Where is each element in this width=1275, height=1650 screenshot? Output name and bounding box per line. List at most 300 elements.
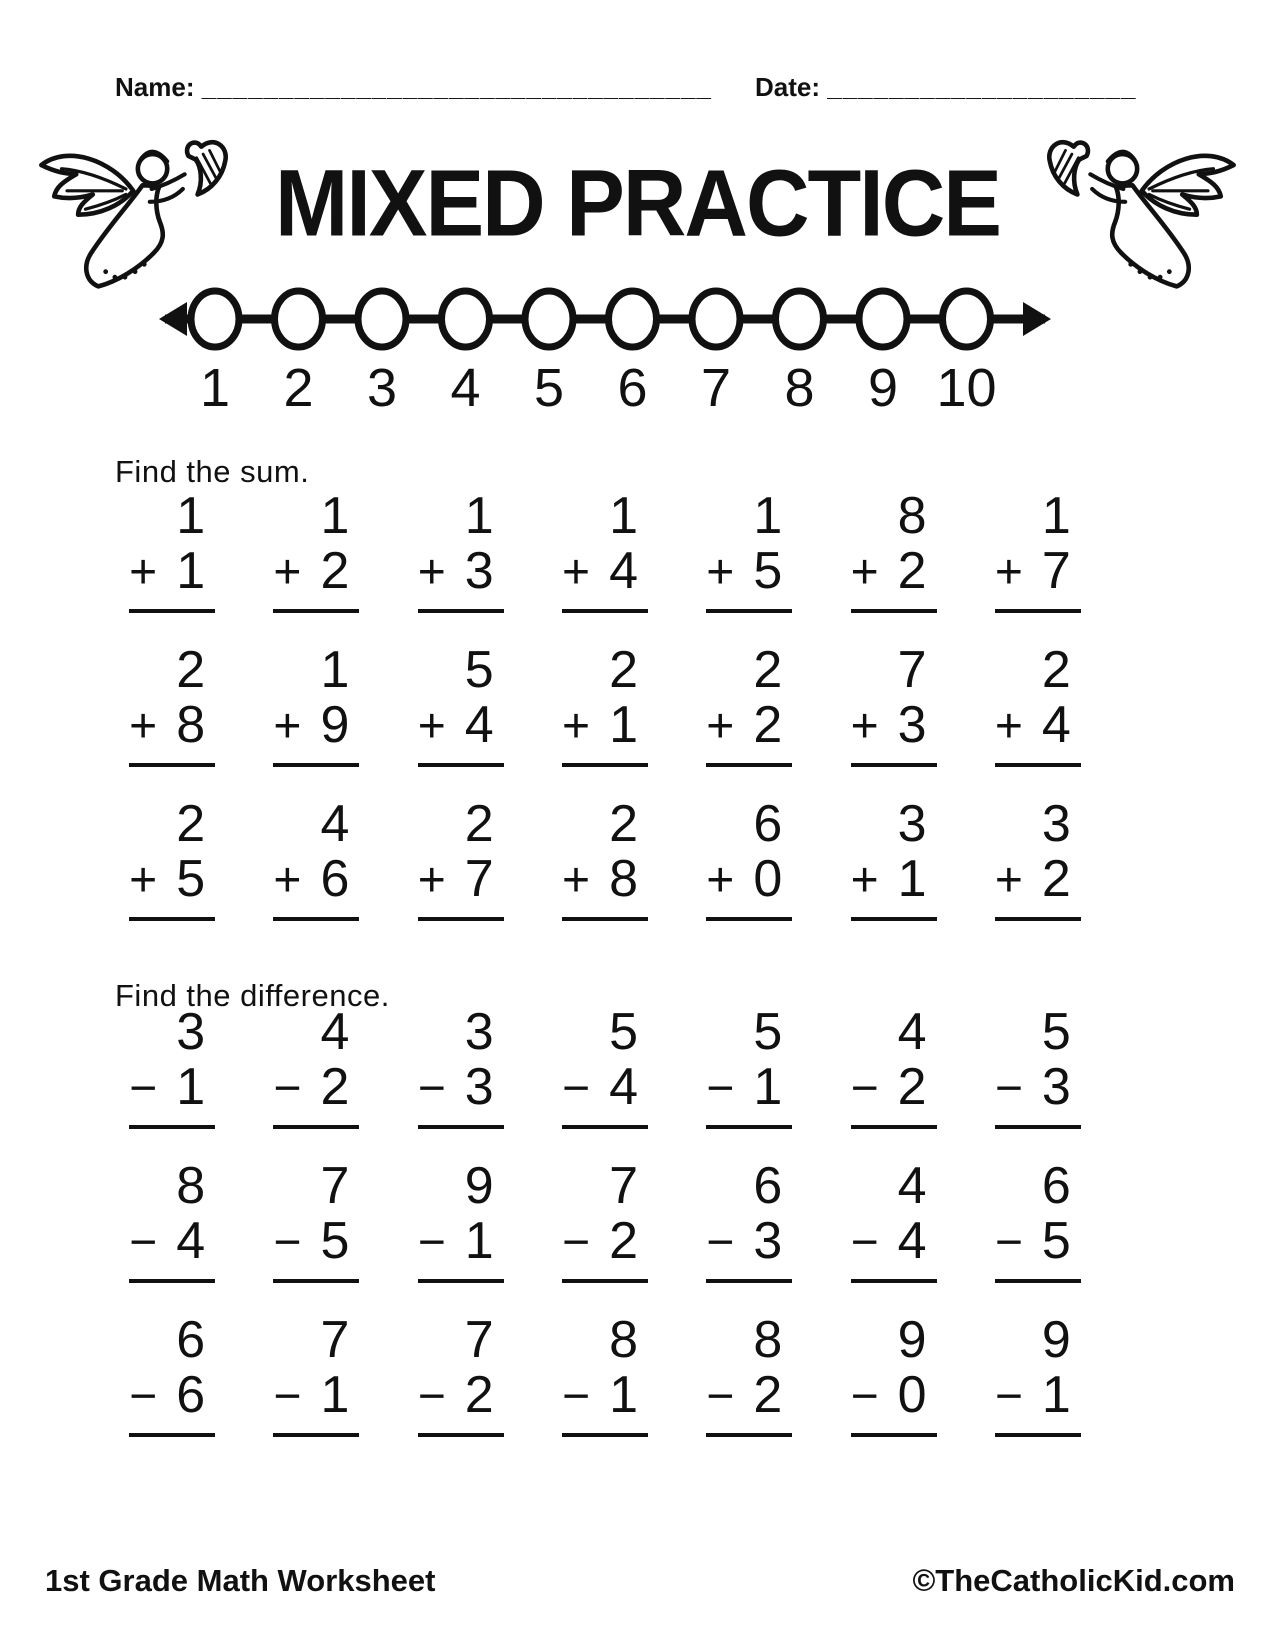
plus-sign: + [129, 854, 158, 907]
operator-row [706, 1212, 792, 1270]
top-operand: 1 [1041, 487, 1071, 545]
bottom-operand: 2 [897, 542, 927, 600]
operator-row [129, 696, 215, 754]
minus-sign: − [273, 1062, 302, 1115]
bottom-operand: 4 [609, 542, 638, 600]
problem-cell [389, 641, 533, 767]
plus-sign: + [273, 854, 302, 907]
operator-row [994, 1366, 1081, 1424]
operator-row [706, 850, 792, 908]
operator-row [561, 850, 648, 908]
answer-line[interactable] [273, 1279, 359, 1283]
problem-cell [533, 487, 677, 613]
problem-cell [533, 1003, 677, 1129]
answer-line[interactable] [562, 763, 648, 767]
minus-sign: − [850, 1370, 879, 1423]
operator-row [850, 1058, 937, 1116]
subtraction-problem [850, 1311, 937, 1437]
operator-row [994, 1058, 1081, 1116]
bottom-operand: 9 [320, 696, 350, 754]
bottom-operand: 5 [320, 1212, 350, 1270]
bottom-operand: 2 [464, 1366, 494, 1424]
answer-line[interactable] [129, 609, 215, 613]
bottom-operand: 1 [897, 850, 927, 908]
top-operand: 7 [320, 1311, 350, 1369]
bottom-operand: 0 [897, 1366, 927, 1424]
problem-cell [389, 1157, 533, 1283]
operator-row [850, 1212, 937, 1270]
operator-row [273, 696, 359, 754]
bottom-operand: 2 [753, 696, 783, 754]
top-operand: 5 [753, 1003, 783, 1061]
date-field [755, 72, 1136, 103]
plus-sign: + [994, 546, 1023, 599]
addition-problem [561, 641, 648, 767]
addition-problem [561, 487, 648, 613]
subtraction-problem [417, 1157, 504, 1283]
operator-row [129, 1212, 215, 1270]
top-operand: 2 [176, 641, 206, 699]
top-operand: 2 [753, 641, 783, 699]
top-operand: 5 [464, 641, 494, 699]
angel-harp-icon [1033, 132, 1245, 302]
answer-line[interactable] [851, 1433, 937, 1437]
subtraction-problem [129, 1311, 215, 1437]
bottom-operand: 2 [753, 1366, 783, 1424]
plus-sign: + [129, 546, 158, 599]
bottom-operand: 4 [176, 1212, 206, 1270]
minus-sign: − [129, 1216, 158, 1269]
addition-problem [273, 795, 359, 921]
top-operand: 7 [464, 1311, 494, 1369]
operator-row [129, 542, 215, 600]
addition-problem [417, 641, 504, 767]
bottom-operand: 3 [464, 1058, 494, 1116]
operator-row [561, 696, 648, 754]
answer-line[interactable] [706, 917, 792, 921]
angel-harp-icon [30, 132, 242, 302]
top-operand: 2 [609, 795, 638, 853]
top-operand: 4 [897, 1157, 927, 1215]
plus-sign: + [994, 854, 1023, 907]
operator-row [850, 850, 937, 908]
addition-problem [129, 795, 215, 921]
top-operand: 6 [753, 795, 783, 853]
minus-sign: − [273, 1370, 302, 1423]
date-label: Date: [755, 72, 821, 102]
plus-sign: + [561, 854, 591, 907]
problem-cell [244, 1311, 388, 1437]
name-input-line[interactable]: _________________________________ [201, 72, 712, 102]
operator-row [561, 1212, 648, 1270]
addition-problem [417, 795, 504, 921]
answer-line[interactable] [418, 763, 504, 767]
problem-cell [677, 1157, 821, 1283]
top-operand: 1 [320, 487, 350, 545]
operator-row [850, 542, 937, 600]
minus-sign: − [561, 1216, 591, 1269]
bottom-operand: 1 [176, 542, 206, 600]
problem-cell [244, 1157, 388, 1283]
plus-sign: + [417, 700, 446, 753]
number-line-labels [155, 359, 1055, 423]
top-operand: 7 [320, 1157, 350, 1215]
plus-sign: + [273, 546, 302, 599]
top-operand: 8 [609, 1311, 638, 1369]
operator-row [706, 696, 792, 754]
answer-line[interactable] [129, 1125, 215, 1129]
bottom-operand: 2 [609, 1212, 638, 1270]
operator-row [417, 696, 504, 754]
answer-line[interactable] [129, 917, 215, 921]
bottom-operand: 7 [464, 850, 494, 908]
plus-sign: + [561, 546, 591, 599]
bottom-operand: 5 [753, 542, 783, 600]
addition-problem [994, 487, 1081, 613]
number-line-label: 8 [784, 358, 815, 418]
answer-line[interactable] [273, 609, 359, 613]
operator-row [850, 1366, 937, 1424]
operator-row [273, 542, 359, 600]
addition-problem [850, 487, 937, 613]
answer-line[interactable] [562, 917, 648, 921]
problem-cell [821, 1157, 965, 1283]
plus-sign: + [417, 854, 446, 907]
answer-line[interactable] [418, 609, 504, 613]
addition-problem [994, 641, 1081, 767]
minus-sign: − [417, 1370, 446, 1423]
minus-sign: − [850, 1062, 879, 1115]
answer-line[interactable] [273, 1433, 359, 1437]
top-operand: 6 [176, 1311, 206, 1369]
subtraction-problem [850, 1157, 937, 1283]
problem-cell [244, 641, 388, 767]
bottom-operand: 1 [609, 1366, 638, 1424]
number-line-label: 5 [533, 358, 565, 418]
answer-line[interactable] [995, 1279, 1081, 1283]
bottom-operand: 7 [1041, 542, 1071, 600]
answer-line[interactable] [273, 1125, 359, 1129]
addition-problem [706, 795, 792, 921]
bottom-operand: 3 [897, 696, 927, 754]
number-line [155, 283, 1055, 423]
operator-row [706, 1058, 792, 1116]
number-line-label: 10 [936, 358, 997, 418]
number-line-label: 3 [366, 358, 398, 418]
problem-cell [244, 487, 388, 613]
top-operand: 9 [464, 1157, 494, 1215]
answer-line[interactable] [995, 1433, 1081, 1437]
operator-row [417, 542, 504, 600]
problem-cell [677, 795, 821, 921]
answer-line[interactable] [706, 1433, 792, 1437]
answer-line[interactable] [129, 763, 215, 767]
addition-problem [994, 795, 1081, 921]
plus-sign: + [850, 854, 879, 907]
bottom-operand: 8 [176, 696, 206, 754]
bottom-operand: 5 [176, 850, 206, 908]
problem-cell [389, 487, 533, 613]
operator-row [561, 542, 648, 600]
bottom-operand: 4 [1041, 696, 1071, 754]
top-operand: 9 [1041, 1311, 1071, 1369]
minus-sign: − [706, 1216, 735, 1269]
problem-cell [966, 1157, 1110, 1283]
operator-row [129, 1366, 215, 1424]
minus-sign: − [129, 1062, 158, 1115]
subtraction-problem [706, 1003, 792, 1129]
answer-line[interactable] [706, 1125, 792, 1129]
subtraction-problem [994, 1311, 1081, 1437]
answer-line[interactable] [995, 763, 1081, 767]
problem-cell [389, 795, 533, 921]
footer [45, 1563, 1235, 1599]
top-operand: 3 [464, 1003, 494, 1061]
bottom-operand: 6 [320, 850, 350, 908]
footer-copyright: ©TheCatholicKid.com [912, 1563, 1235, 1598]
problem-cell [100, 795, 244, 921]
subtraction-problem [994, 1003, 1081, 1129]
plus-sign: + [129, 700, 158, 753]
top-operand: 6 [753, 1157, 783, 1215]
minus-sign: − [706, 1062, 735, 1115]
subtraction-problem [706, 1311, 792, 1437]
top-operand: 2 [176, 795, 206, 853]
subtraction-problem [273, 1003, 359, 1129]
minus-sign: − [850, 1216, 879, 1269]
problem-cell [389, 1003, 533, 1129]
minus-sign: − [561, 1370, 591, 1423]
plus-sign: + [706, 546, 735, 599]
addition-problem [273, 487, 359, 613]
subtraction-problem [994, 1157, 1081, 1283]
problem-cell [966, 641, 1110, 767]
operator-row [417, 1366, 504, 1424]
answer-line[interactable] [418, 917, 504, 921]
bottom-operand: 6 [176, 1366, 206, 1424]
bottom-operand: 1 [464, 1212, 494, 1270]
answer-line[interactable] [851, 917, 937, 921]
operator-row [129, 1058, 215, 1116]
answer-line[interactable] [273, 917, 359, 921]
top-operand: 1 [753, 487, 783, 545]
bottom-operand: 3 [464, 542, 494, 600]
subtraction-problem [561, 1003, 648, 1129]
plus-sign: + [273, 700, 302, 753]
answer-line[interactable] [562, 1433, 648, 1437]
answer-line[interactable] [273, 763, 359, 767]
top-operand: 4 [320, 1003, 350, 1061]
difference-section-heading: Find the difference. [115, 977, 390, 1013]
bottom-operand: 2 [320, 542, 350, 600]
number-line-graphic [155, 283, 1055, 355]
number-line-label: 1 [199, 358, 231, 418]
operator-row [273, 1058, 359, 1116]
plus-sign: + [850, 700, 879, 753]
bottom-operand: 4 [464, 696, 494, 754]
problem-cell [966, 487, 1110, 613]
top-operand: 7 [897, 641, 927, 699]
problem-cell [244, 1003, 388, 1129]
answer-line[interactable] [706, 609, 792, 613]
plus-sign: + [706, 700, 735, 753]
top-operand: 1 [176, 487, 206, 545]
minus-sign: − [706, 1370, 735, 1423]
top-operand: 3 [1041, 795, 1071, 853]
top-operand: 5 [609, 1003, 638, 1061]
top-operand: 8 [897, 487, 927, 545]
answer-line[interactable] [706, 763, 792, 767]
top-operand: 1 [609, 487, 638, 545]
bottom-operand: 2 [320, 1058, 350, 1116]
top-operand: 2 [609, 641, 638, 699]
problem-cell [244, 795, 388, 921]
date-input-line[interactable]: ____________________ [827, 72, 1137, 102]
problem-cell [821, 1311, 965, 1437]
addition-problem [129, 487, 215, 613]
footer-worksheet-label: 1st Grade Math Worksheet [45, 1563, 436, 1598]
minus-sign: − [561, 1062, 591, 1115]
answer-line[interactable] [851, 1125, 937, 1129]
answer-line[interactable] [129, 1279, 215, 1283]
answer-line[interactable] [562, 1279, 648, 1283]
top-operand: 8 [176, 1157, 206, 1215]
problem-cell [677, 487, 821, 613]
plus-sign: + [850, 546, 879, 599]
top-operand: 3 [897, 795, 927, 853]
answer-line[interactable] [851, 609, 937, 613]
answer-line[interactable] [418, 1433, 504, 1437]
problem-cell [100, 641, 244, 767]
operator-row [417, 1212, 504, 1270]
subtraction-problem [561, 1311, 648, 1437]
bottom-operand: 1 [609, 696, 638, 754]
answer-line[interactable] [418, 1125, 504, 1129]
problem-cell [821, 795, 965, 921]
addition-problems-grid [100, 487, 1110, 921]
problem-cell [677, 1003, 821, 1129]
problem-cell [533, 641, 677, 767]
problem-cell [533, 795, 677, 921]
problem-cell [821, 1003, 965, 1129]
subtraction-problem [129, 1157, 215, 1283]
bottom-operand: 5 [1041, 1212, 1071, 1270]
minus-sign: − [129, 1370, 158, 1423]
top-operand: 8 [753, 1311, 783, 1369]
operator-row [994, 1212, 1081, 1270]
subtraction-problem [417, 1311, 504, 1437]
bottom-operand: 4 [897, 1212, 927, 1270]
bottom-operand: 3 [1041, 1058, 1071, 1116]
bottom-operand: 2 [1041, 850, 1071, 908]
answer-line[interactable] [129, 1433, 215, 1437]
operator-row [994, 850, 1081, 908]
top-operand: 2 [1041, 641, 1071, 699]
bottom-operand: 0 [753, 850, 783, 908]
subtraction-problem [850, 1003, 937, 1129]
operator-row [273, 1366, 359, 1424]
operator-row [706, 1366, 792, 1424]
addition-problem [850, 641, 937, 767]
top-operand: 2 [464, 795, 494, 853]
name-label: Name: [115, 72, 195, 102]
sum-section-heading: Find the sum. [115, 453, 310, 489]
top-operand: 1 [464, 487, 494, 545]
minus-sign: − [273, 1216, 302, 1269]
answer-line[interactable] [418, 1279, 504, 1283]
number-line-label: 4 [450, 358, 481, 418]
answer-line[interactable] [995, 609, 1081, 613]
answer-line[interactable] [851, 1279, 937, 1283]
top-operand: 1 [320, 641, 350, 699]
problem-cell [533, 1157, 677, 1283]
operator-row [273, 1212, 359, 1270]
minus-sign: − [417, 1062, 446, 1115]
bottom-operand: 8 [609, 850, 638, 908]
bottom-operand: 1 [1041, 1366, 1071, 1424]
bottom-operand: 2 [897, 1058, 927, 1116]
problem-cell [389, 1311, 533, 1437]
answer-line[interactable] [851, 763, 937, 767]
bottom-operand: 3 [753, 1212, 783, 1270]
problem-cell [966, 1003, 1110, 1129]
number-line-label: 7 [700, 358, 732, 418]
problem-cell [966, 1311, 1110, 1437]
top-operand: 6 [1041, 1157, 1071, 1215]
problem-cell [100, 1003, 244, 1129]
addition-problem [706, 487, 792, 613]
operator-row [994, 696, 1081, 754]
plus-sign: + [561, 700, 591, 753]
minus-sign: − [994, 1370, 1023, 1423]
top-operand: 9 [897, 1311, 927, 1369]
top-operand: 5 [1041, 1003, 1071, 1061]
top-operand: 4 [897, 1003, 927, 1061]
answer-line[interactable] [995, 917, 1081, 921]
number-line-label: 2 [283, 358, 314, 418]
operator-row [273, 850, 359, 908]
addition-problem [850, 795, 937, 921]
operator-row [850, 696, 937, 754]
addition-problem [129, 641, 215, 767]
problem-cell [677, 641, 821, 767]
operator-row [417, 1058, 504, 1116]
plus-sign: + [994, 700, 1023, 753]
minus-sign: − [417, 1216, 446, 1269]
bottom-operand: 1 [753, 1058, 783, 1116]
addition-problem [417, 487, 504, 613]
subtraction-problem [561, 1157, 648, 1283]
addition-problem [273, 641, 359, 767]
subtraction-problem [417, 1003, 504, 1129]
top-operand: 7 [609, 1157, 638, 1215]
subtraction-problems-grid [100, 1003, 1110, 1437]
plus-sign: + [417, 546, 446, 599]
operator-row [417, 850, 504, 908]
problem-cell [100, 1157, 244, 1283]
name-field [115, 72, 712, 103]
answer-line[interactable] [562, 1125, 648, 1129]
operator-row [994, 542, 1081, 600]
answer-line[interactable] [995, 1125, 1081, 1129]
problem-cell [966, 795, 1110, 921]
answer-line[interactable] [562, 609, 648, 613]
top-operand: 3 [176, 1003, 206, 1061]
answer-line[interactable] [706, 1279, 792, 1283]
number-line-label: 9 [867, 358, 899, 418]
operator-row [129, 850, 215, 908]
subtraction-problem [706, 1157, 792, 1283]
